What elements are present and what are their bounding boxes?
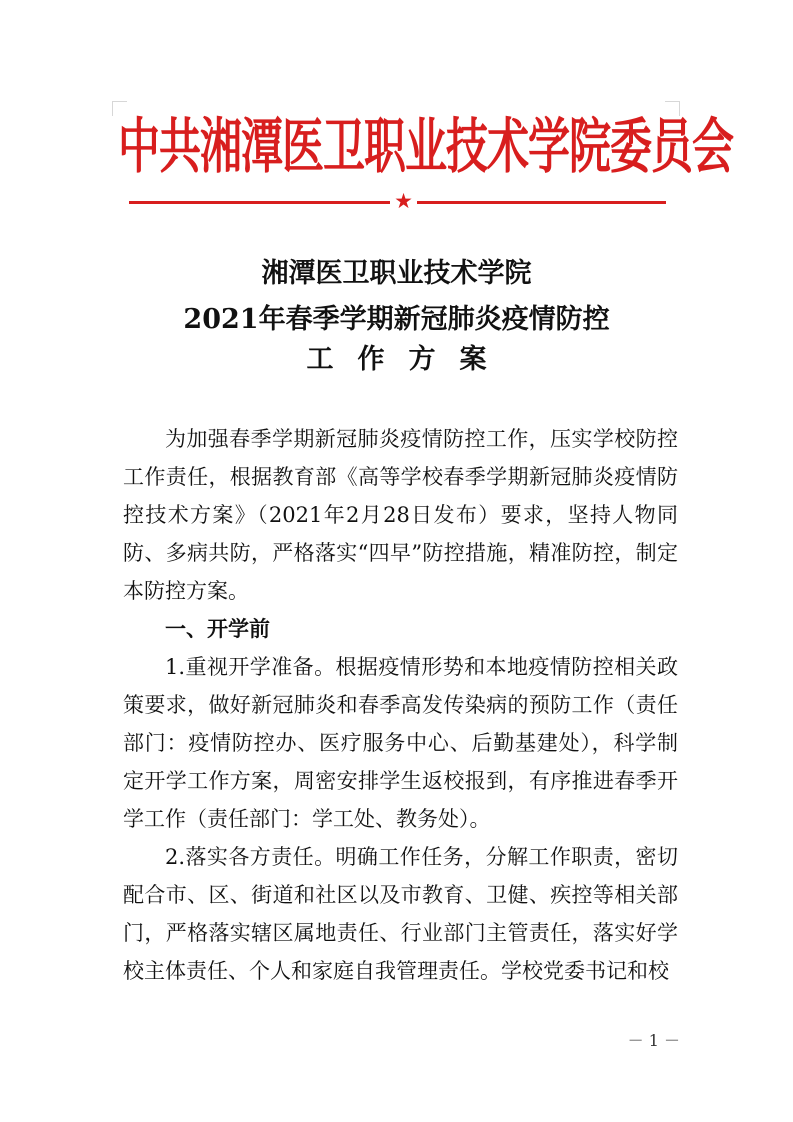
section-heading: 一、开学前 [165, 617, 270, 641]
document-title-line-3: 工作方案 [306, 344, 511, 375]
document-title-line-1: 湘潭医卫职业技术学院 [261, 258, 532, 289]
star-icon: ★ [394, 189, 413, 213]
item-paragraph-2: 2.落实各方责任。明确工作任务，分解工作职责，密切配合市、区、街道和社区以及市教育、卫健、疾控等相关部门，严格落实辖区属地责任、行业部门主管责任，落实好学校主体责任、个人和家庭自我管理责任。学校党委书记和校 [123, 845, 678, 983]
intro-paragraph: 为加强春季学期新冠肺炎疫情防控工作，压实学校防控工作责任，根据教育部《高等学校春季学期新冠肺炎疫情防控技术方案》（2021年2月28日发布）要求，坚持人物同防、多病共防，严格落实“四早”防控措施，精准防控，制定本防控方案。 [123, 427, 678, 603]
document-title-line-2: 2021年春季学期新冠肺炎疫情防控 [183, 304, 610, 335]
masthead-title: 中共湘潭医卫职业技术学院委员会 [118, 111, 734, 182]
item-paragraph-1: 1.重视开学准备。根据疫情形势和本地疫情防控相关政策要求，做好新冠肺炎和春季高发传染病的预防工作（责任部门：疫情防控办、医疗服务中心、后勤基建处），科学制定开学工作方案，周密安排学生返校报到，有序推进春季开学工作（责任部门：学工处、教务处）。 [123, 655, 678, 831]
masthead-rule-right [417, 201, 666, 204]
document-body [123, 420, 678, 990]
page-number: － 1 － [627, 1031, 680, 1050]
masthead-rule-left [129, 201, 390, 204]
